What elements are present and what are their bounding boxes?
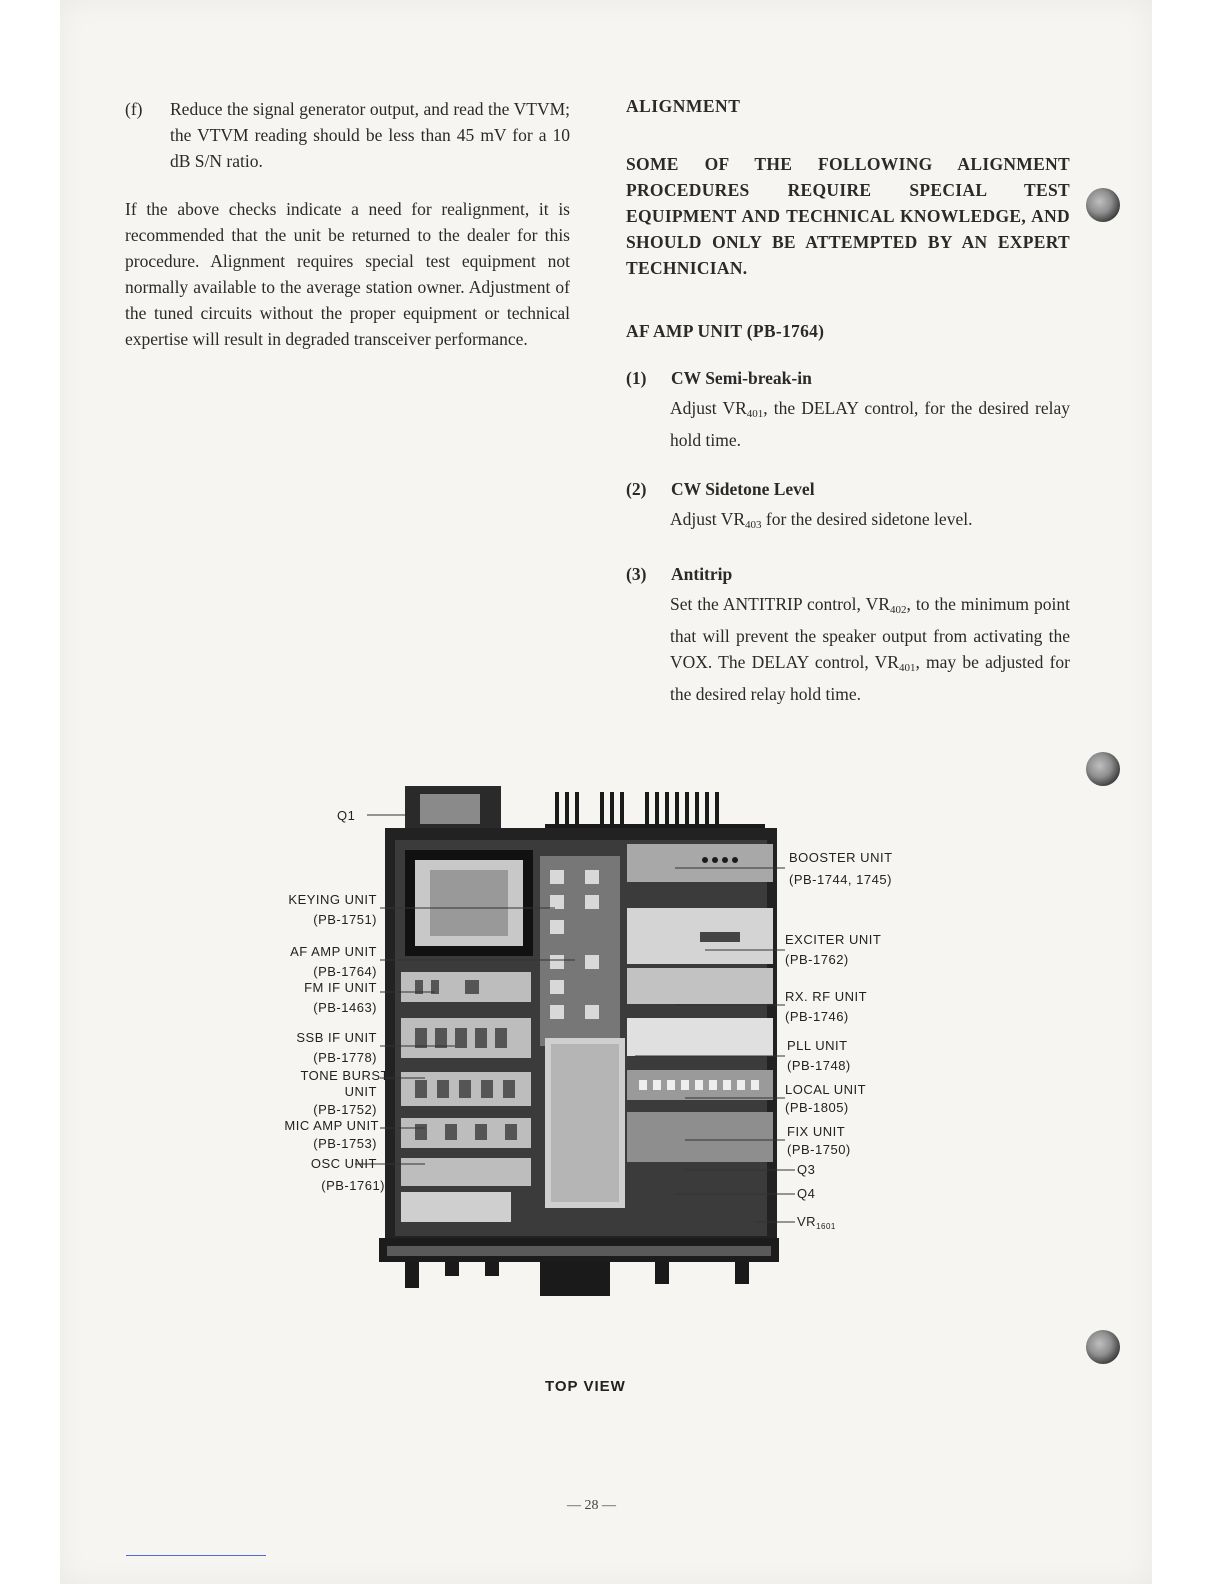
pll-unit-label: PLL UNIT bbox=[787, 1038, 848, 1053]
exciter-unit-label: EXCITER UNIT bbox=[785, 932, 882, 947]
fm-if-unit-part: (PB-1463) bbox=[313, 1000, 377, 1015]
warning-notice: SOME OF THE FOLLOWING ALIGNMENT PROCEDURES REQUIRE SPECIAL TEST EQUIPMENT AND TECHNICAL KNOWLEDGE, AND SHOULD ONLY BE ATTEMPTED BY AN EXPERT TECHNICIAN. bbox=[626, 154, 1070, 278]
step-title: CW Sidetone Level bbox=[671, 479, 815, 499]
booster-unit-label: BOOSTER UNIT bbox=[789, 850, 893, 865]
footer-rule bbox=[126, 1555, 266, 1556]
local-unit-label: LOCAL UNIT bbox=[785, 1082, 867, 1097]
transceiver-top-view-figure bbox=[255, 780, 955, 1300]
rx-rf-unit-label: RX. RF UNIT bbox=[785, 989, 868, 1004]
page-number: — 28 — bbox=[567, 1498, 616, 1513]
tone-burst-unit-label: TONE BURST bbox=[300, 1068, 389, 1083]
step-number: (2) bbox=[626, 479, 647, 499]
osc-unit-label: OSC UNIT bbox=[310, 1156, 377, 1171]
af-amp-unit-part: (PB-1764) bbox=[313, 964, 377, 979]
local-unit-part: (PB-1805) bbox=[785, 1100, 849, 1115]
fix-unit-part: (PB-1750) bbox=[787, 1142, 851, 1157]
step-title: Antitrip bbox=[671, 564, 733, 584]
step-body: Adjust $VR_{403}$ for the desired sidetone level. bbox=[670, 509, 973, 531]
pll-unit-part: (PB-1748) bbox=[787, 1058, 851, 1073]
af-amp-unit-label: AF AMP UNIT bbox=[290, 944, 377, 959]
section-heading: ALIGNMENT bbox=[626, 96, 741, 116]
q4-label: Q4 bbox=[797, 1186, 816, 1201]
binder-hole-icon bbox=[1086, 752, 1120, 786]
tone-burst-unit-label-2: UNIT bbox=[344, 1084, 377, 1099]
step-number: (1) bbox=[626, 368, 647, 388]
keying-unit-label: KEYING UNIT bbox=[288, 892, 377, 907]
q1-label: Q1 bbox=[337, 808, 356, 823]
tone-burst-unit-part: (PB-1752) bbox=[313, 1102, 377, 1117]
osc-unit-part: (PB-1761) bbox=[321, 1178, 385, 1193]
realignment-paragraph: If the above checks indicate a need for realignment, it is recommended that the unit be returned to the dealer for this procedure. Alignment requires special test equipment not normally available to the average station owner. Adjustment of the tuned circuits without the proper equipment or technical expertise will result in degraded transceiver performance. bbox=[125, 199, 570, 349]
mic-amp-unit-label: MIC AMP UNIT bbox=[284, 1118, 379, 1133]
item-f bbox=[125, 96, 570, 174]
keying-unit-part: (PB-1751) bbox=[313, 912, 377, 927]
exciter-unit-part: (PB-1762) bbox=[785, 952, 849, 967]
sub-heading: AF AMP UNIT (PB-1764) bbox=[626, 321, 825, 341]
binder-hole-icon bbox=[1086, 1330, 1120, 1364]
step-3 bbox=[626, 564, 1070, 707]
fix-unit-label: FIX UNIT bbox=[787, 1124, 846, 1139]
fm-if-unit-label: FM IF UNIT bbox=[304, 980, 377, 995]
item-f-text: Reduce the signal generator output, and read the VTVM; the VTVM reading should be less than 45 mV for a 10 dB S/N ratio. bbox=[170, 99, 570, 171]
item-f-marker: (f) bbox=[125, 99, 143, 119]
q3-label: Q3 bbox=[797, 1162, 816, 1177]
step-title: CW Semi-break-in bbox=[671, 368, 812, 388]
step-1 bbox=[626, 368, 1070, 453]
ssb-if-unit-part: (PB-1778) bbox=[313, 1050, 377, 1065]
right-column bbox=[626, 96, 1070, 707]
vr1601-label: $VR_{1601}$ bbox=[797, 1214, 836, 1231]
step-number: (3) bbox=[626, 564, 647, 584]
binder-hole-icon bbox=[1086, 188, 1120, 222]
step-body: Adjust $VR_{401}$, the DELAY control, for the desired relay hold time. bbox=[670, 398, 1071, 450]
booster-unit-part: (PB-1744, 1745) bbox=[789, 872, 892, 887]
mic-amp-unit-part: (PB-1753) bbox=[313, 1136, 377, 1151]
left-column bbox=[125, 96, 570, 352]
rx-rf-unit-part: (PB-1746) bbox=[785, 1009, 849, 1024]
ssb-if-unit-label: SSB IF UNIT bbox=[296, 1030, 377, 1045]
step-body: Set the ANTITRIP control, $VR_{402}$, to the minimum point that will prevent the speaker output from activating the VOX. The DELAY control, $VR_{401}$, may be adjusted for the desired relay hold time. bbox=[670, 594, 1070, 704]
figure-caption: TOP VIEW bbox=[545, 1378, 626, 1395]
step-2 bbox=[626, 479, 1070, 538]
